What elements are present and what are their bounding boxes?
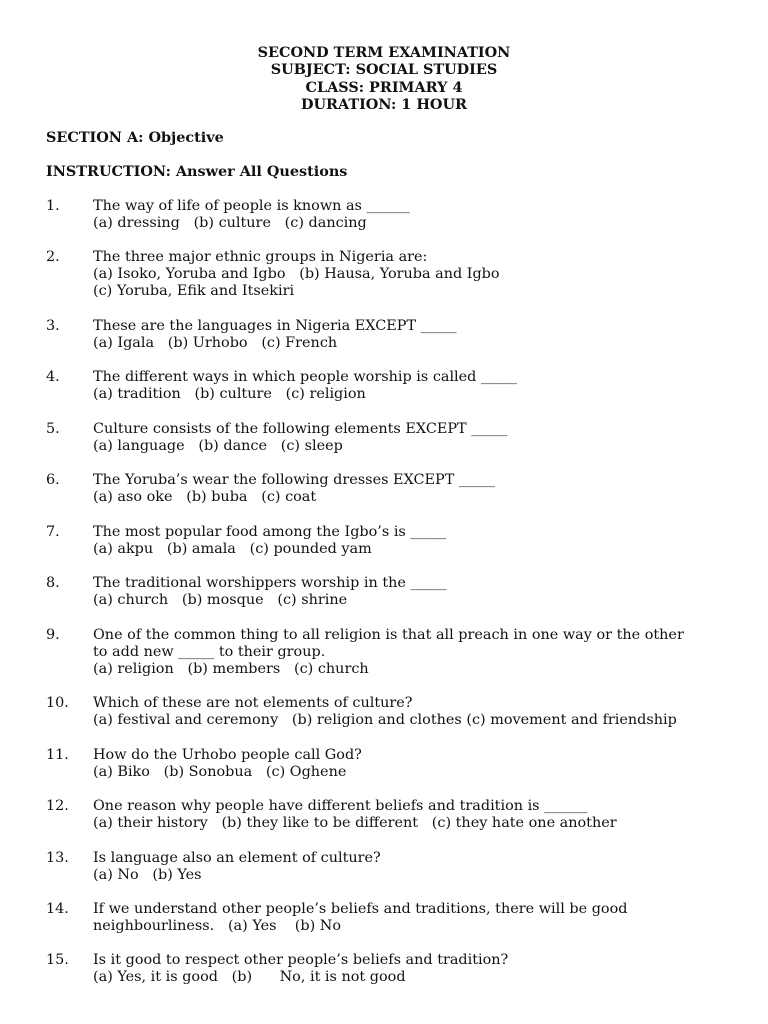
exam-title: SECOND TERM EXAMINATION: [257, 44, 511, 61]
question-text: to add new _____ to their group.: [93, 644, 326, 661]
question-text: If we understand other people’s beliefs and traditions, there will be good: [93, 901, 628, 917]
question-options: (a) No (b) Yes: [93, 867, 202, 884]
question-number: 3.: [46, 318, 60, 334]
question-number: 5.: [46, 421, 60, 437]
question-options: (a) akpu (b) amala (c) pounded yam: [93, 541, 372, 558]
question-number: 4.: [46, 369, 60, 385]
question-text: The different ways in which people worship is called _____: [93, 369, 517, 385]
question-text: The most popular food among the Igbo’s is _____: [93, 524, 447, 540]
question-number: 6.: [46, 472, 60, 488]
exam-header: [0, 44, 768, 113]
question-text: The Yoruba’s wear the following dresses EXCEPT _____: [93, 472, 495, 488]
question-options: (c) Yoruba, Efik and Itsekiri: [93, 283, 295, 300]
section-heading: SECTION A: Objective: [46, 129, 224, 146]
exam-duration: DURATION: 1 HOUR: [301, 95, 467, 113]
question-text: The traditional worshippers worship in the _____: [93, 575, 447, 591]
question-number: 12.: [46, 798, 69, 814]
exam-class: CLASS: PRIMARY 4: [305, 78, 463, 96]
question-text: Is language also an element of culture?: [93, 850, 381, 866]
question-text: Is it good to respect other people’s beliefs and tradition?: [93, 952, 509, 968]
exam-subject: SUBJECT: SOCIAL STUDIES: [270, 61, 498, 79]
question-number: 9.: [46, 627, 60, 643]
question-text: One of the common thing to all religion is that all preach in one way or the other: [93, 627, 684, 643]
question-options: (a) festival and ceremony (b) religion and clothes (c) movement and friendship: [93, 712, 677, 729]
question-number: 7.: [46, 524, 60, 540]
question-number: 15.: [46, 952, 69, 968]
question-options: (a) dressing (b) culture (c) dancing: [93, 215, 367, 232]
question-options: (a) Yes, it is good (b) No, it is not good: [93, 969, 406, 986]
question-options: (a) Biko (b) Sonobua (c) Oghene: [93, 764, 347, 781]
question-text: How do the Urhobo people call God?: [93, 747, 362, 763]
instruction-heading: INSTRUCTION: Answer All Questions: [46, 163, 348, 180]
question-text: The way of life of people is known as ______: [93, 198, 410, 214]
question-options: neighbourliness. (a) Yes (b) No: [93, 918, 342, 935]
question-number: 13.: [46, 850, 69, 866]
question-options: (a) Igala (b) Urhobo (c) French: [93, 335, 338, 352]
question-options: (a) tradition (b) culture (c) religion: [93, 386, 366, 403]
question-number: 14.: [46, 901, 69, 917]
question-number: 10.: [46, 695, 69, 711]
question-number: 11.: [46, 747, 69, 763]
question-number: 1.: [46, 198, 60, 214]
question-text: The three major ethnic groups in Nigeria are:: [93, 249, 428, 265]
question-options: (a) religion (b) members (c) church: [93, 661, 369, 678]
question-options: (a) aso oke (b) buba (c) coat: [93, 489, 317, 506]
question-number: 2.: [46, 249, 60, 265]
question-text: These are the languages in Nigeria EXCEPT _____: [93, 318, 457, 334]
question-number: 8.: [46, 575, 60, 591]
question-options: (a) language (b) dance (c) sleep: [93, 438, 343, 455]
question-text: Culture consists of the following elements EXCEPT _____: [93, 421, 508, 437]
question-options: (a) their history (b) they like to be different (c) they hate one another: [93, 815, 617, 832]
question-text: Which of these are not elements of culture?: [93, 695, 413, 711]
question-options: (a) church (b) mosque (c) shrine: [93, 592, 348, 609]
question-text: One reason why people have different beliefs and tradition is ______: [93, 798, 588, 814]
question-options: (a) Isoko, Yoruba and Igbo (b) Hausa, Yoruba and Igbo: [93, 266, 500, 283]
